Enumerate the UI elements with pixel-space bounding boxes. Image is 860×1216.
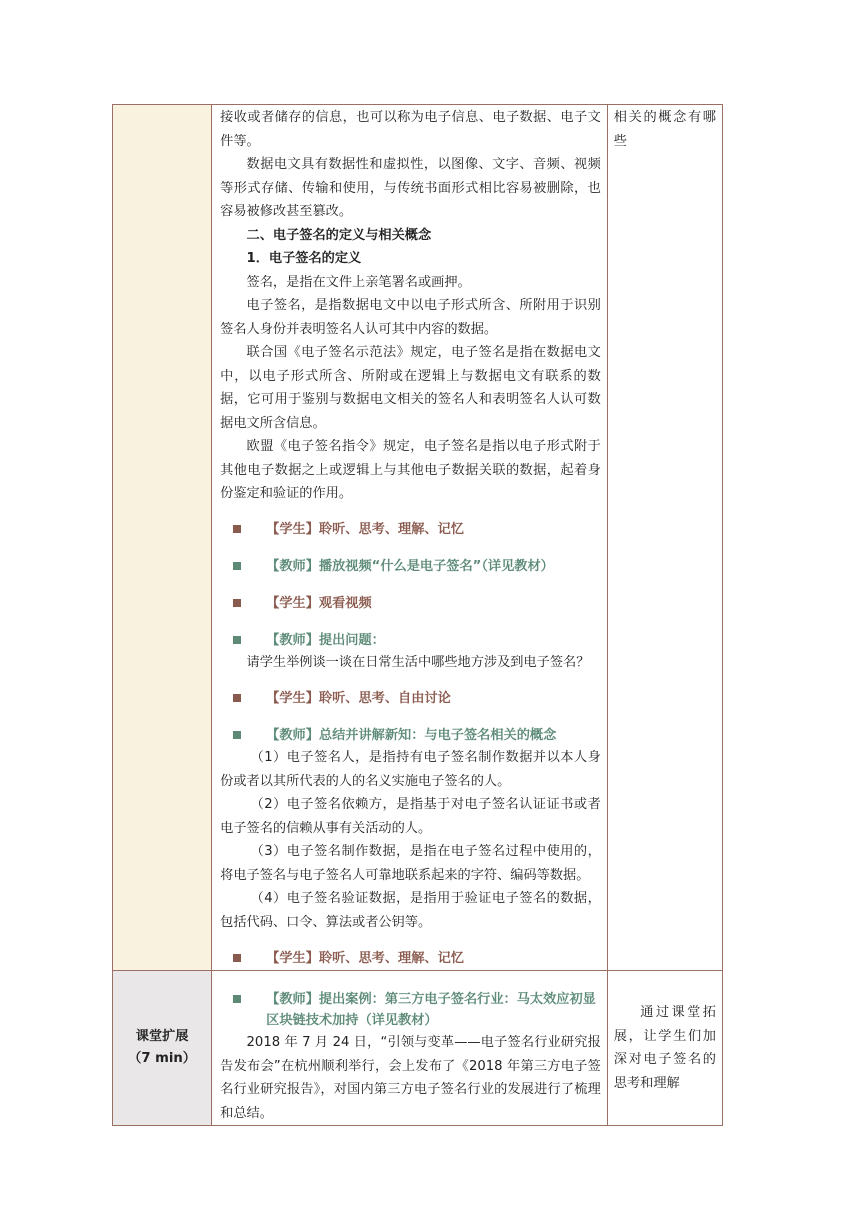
concept-item: （1）电子签名人，是指持有电子签名制作数据并以本人身份或者以其所代表的人的名义实施电子签名的人。 <box>220 750 601 789</box>
note-text: 相关的概念有哪些 <box>613 110 716 149</box>
stage-label: 课堂扩展 <box>135 1029 189 1044</box>
concept-item: （4）电子签名验证数据，是指用于验证电子签名的数据，包括代码、口令、算法或者公钥等。 <box>220 891 601 930</box>
text-paragraph: 欧盟《电子签名指令》规定，电子签名是指以电子形式附于其他电子数据之上或逻辑上与其他电子数据关联的数据，起着身份鉴定和验证的作用。 <box>220 439 601 501</box>
content-cell <box>212 105 608 971</box>
student-activity: 【学生】聆听、思考、理解、记忆 <box>220 519 601 540</box>
stage-label-cell <box>113 971 212 1126</box>
stage-label-cell <box>113 105 212 971</box>
table-row <box>113 971 723 1126</box>
square-bullet-icon <box>233 995 241 1003</box>
text-paragraph: 数据电文具有数据性和虚拟性，以图像、文字、音频、视频等形式存储、传输和使用，与传统书面形式相比容易被删除，也容易被修改甚至篡改。 <box>220 157 601 219</box>
section-heading: 二、电子签名的定义与相关概念 <box>246 227 432 243</box>
square-bullet-icon <box>233 694 241 702</box>
teacher-activity: 【教师】总结并讲解新知：与电子签名相关的概念 <box>220 725 601 746</box>
subsection-heading: 1．电子签名的定义 <box>246 251 362 266</box>
square-bullet-icon <box>233 954 241 962</box>
lesson-plan-table <box>112 104 723 1126</box>
note-cell <box>607 105 722 971</box>
square-bullet-icon <box>233 525 241 533</box>
student-activity: 【学生】观看视频 <box>220 593 601 614</box>
teacher-activity: 【教师】提出案例：第三方电子签名行业：马太效应初显 区块链技术加持（详见教材） <box>220 989 601 1031</box>
square-bullet-icon <box>233 599 241 607</box>
teacher-activity: 【教师】提出问题： <box>220 630 601 651</box>
table-row <box>113 105 723 971</box>
student-activity: 【学生】聆听、思考、自由讨论 <box>220 688 601 709</box>
text-paragraph: 2018 年 7 月 24 日，“引领与变革——电子签名行业研究报告发布会”在杭州顺利举行，会上发布了《2018 年第三方电子签名行业研究报告》，对国内第三方电子签名行业的发展进行了梳理和总结。 <box>220 1035 601 1121</box>
square-bullet-icon <box>233 562 241 570</box>
question-text: 请学生举例谈一谈在日常生活中哪些地方涉及到电子签名？ <box>246 654 590 670</box>
square-bullet-icon <box>233 636 241 644</box>
concept-item: （3）电子签名制作数据，是指在电子签名过程中使用的，将电子签名与电子签名人可靠地联系起来的字符、编码等数据。 <box>220 844 601 883</box>
text-paragraph: 联合国《电子签名示范法》规定，电子签名是指在数据电文中，以电子形式所含、所附或在逻辑上与数据电文有联系的数据，它可用于鉴别与数据电文相关的签名人和表明签名人认可数据电文所含信息。 <box>220 345 601 431</box>
note-cell <box>607 971 722 1126</box>
text-paragraph: 接收或者储存的信息，也可以称为电子信息、电子数据、电子文件等。 <box>220 110 601 149</box>
student-activity: 【学生】聆听、思考、理解、记忆 <box>220 948 601 969</box>
text-paragraph: 电子签名，是指数据电文中以电子形式所含、所附用于识别签名人身份并表明签名人认可其中内容的数据。 <box>220 298 601 337</box>
content-cell <box>212 971 608 1126</box>
stage-duration: （7 min） <box>128 1051 196 1066</box>
text-paragraph: 签名，是指在文件上亲笔署名或画押。 <box>246 274 471 290</box>
square-bullet-icon <box>233 731 241 739</box>
teacher-activity: 【教师】播放视频“什么是电子签名”（详见教材） <box>220 556 601 577</box>
concept-item: （2）电子签名依赖方，是指基于对电子签名认证证书或者电子签名的信赖从事有关活动的人。 <box>220 797 601 836</box>
note-text: 通过课堂拓展，让学生们加深对电子签名的思考和理解 <box>613 1005 716 1091</box>
